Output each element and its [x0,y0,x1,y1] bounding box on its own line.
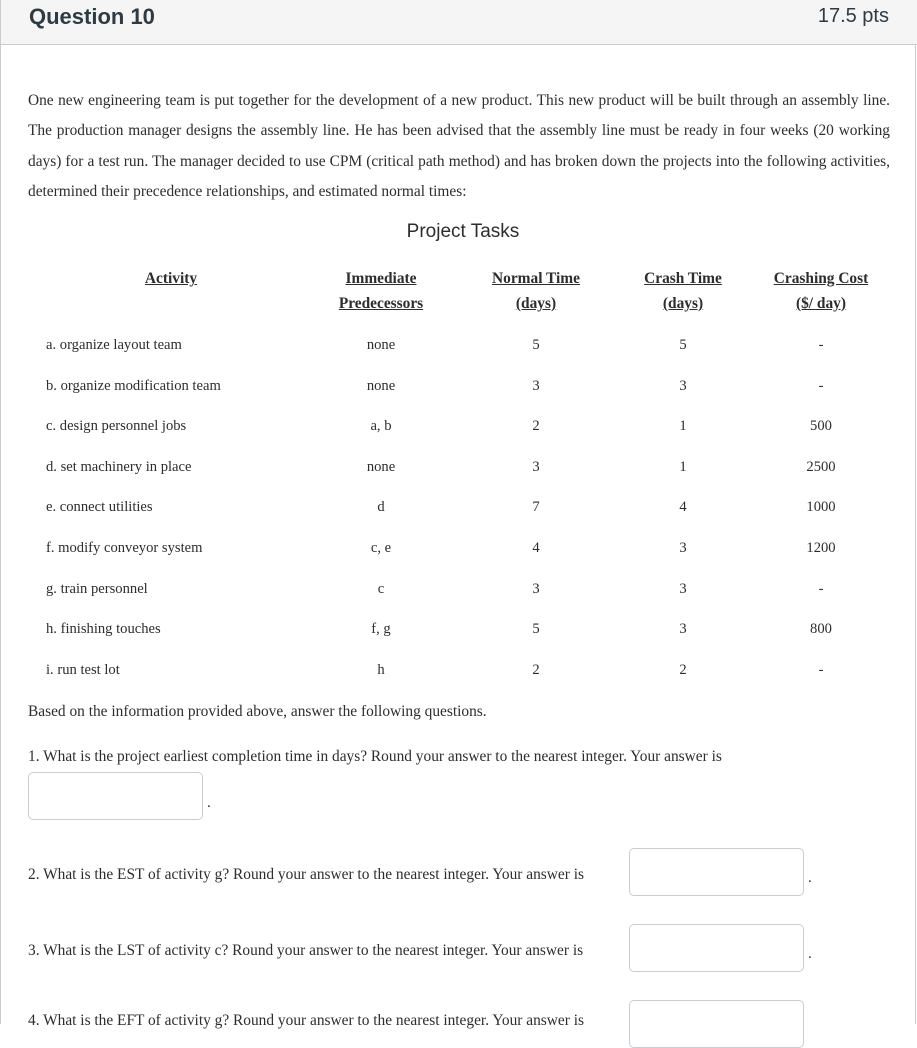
header-crashing-cost-2: ($/ day) [795,295,847,312]
cell-crash-time: 3 [679,621,687,637]
table-title: Project Tasks [406,221,520,242]
cell-activity: h. finishing touches [46,621,161,637]
question-header [1,0,917,45]
cell-normal-time: 5 [532,621,540,637]
cell-normal-time: 2 [532,662,540,678]
header-crash-time-1: Crash Time [644,270,722,287]
cell-crash-time: 5 [679,337,687,353]
cell-activity: d. set machinery in place [46,459,192,475]
question-3-text: 3. What is the LST of activity c? Round your answer to the nearest integer. Your answer is [28,942,584,959]
cell-crash-time: 1 [679,418,687,434]
header-predecessors-2: Predecessors [338,295,424,312]
cell-normal-time: 7 [532,499,540,515]
cell-crash-time: 3 [679,540,687,556]
cell-activity: b. organize modification team [46,378,221,394]
cell-activity: f. modify conveyor system [46,540,203,556]
cell-activity: a. organize layout team [46,337,182,353]
cell-crash-time: 3 [679,378,687,394]
answer-1-period: . [207,795,211,811]
cell-crashing-cost: 1200 [806,540,836,556]
cell-crash-time: 3 [679,581,687,597]
cell-crash-time: 2 [679,662,687,678]
cell-predecessors: none [366,459,396,475]
cell-activity: g. train personnel [46,581,148,597]
cell-crashing-cost: - [818,337,824,353]
question-intro: One new engineering team is put together for the development of a new product. This new product will be built through an assembly line. The production manager designs the assembly line. He has been advised that the assembly line must be ready in four weeks (20 working days) for a test run. The manager decided to use CPM (critical path method) and has broken down the projects into the following activities, determined their precedence relationships, and estimated normal times: [28,92,890,200]
answer-2-period: . [808,870,812,886]
cell-predecessors: d [377,499,385,515]
question-1-text: 1. What is the project earliest completion time in days? Round your answer to the nearest integer. Your answer is [28,748,722,765]
cell-crashing-cost: - [818,662,824,678]
cell-normal-time: 2 [532,418,540,434]
header-crash-time-2: (days) [662,295,704,312]
cell-activity: c. design personnel jobs [46,418,187,434]
cell-crashing-cost: - [818,378,824,394]
question-points: 17.5 pts [817,5,889,27]
cell-crashing-cost: 2500 [806,459,836,475]
cell-predecessors: h [377,662,385,678]
cell-crash-time: 1 [679,459,687,475]
question-4-text: 4. What is the EFT of activity g? Round your answer to the nearest integer. Your answer is [28,1012,584,1029]
cell-normal-time: 3 [532,459,540,475]
instructions-text: Based on the information provided above, answer the following questions. [28,703,487,720]
cell-normal-time: 5 [532,337,540,353]
cell-activity: e. connect utilities [46,499,153,515]
header-crashing-cost-1: Crashing Cost [773,270,869,287]
header-normal-time-2: (days) [515,295,557,312]
header-activity: Activity [144,270,198,287]
question-title: Question 10 [29,4,155,29]
cell-predecessors: none [366,378,396,394]
answer-2-input[interactable] [629,848,804,896]
cell-crash-time: 4 [679,499,687,515]
cell-predecessors: f, g [371,621,391,637]
question-2-text: 2. What is the EST of activity g? Round your answer to the nearest integer. Your answer is [28,866,584,883]
header-normal-time-1: Normal Time [492,270,580,287]
cell-predecessors: c, e [370,540,392,556]
answer-3-period: . [808,946,812,962]
cell-crashing-cost: 500 [810,418,832,434]
cell-activity: i. run test lot [46,662,120,678]
cell-crashing-cost: 1000 [806,499,836,515]
cell-normal-time: 4 [532,540,540,556]
cell-predecessors: none [366,337,396,353]
cell-crashing-cost: 800 [810,621,832,637]
answer-3-input[interactable] [629,924,804,972]
answer-1-input[interactable] [28,772,203,820]
header-predecessors-1: Immediate [345,270,417,287]
cell-predecessors: a, b [370,418,392,434]
answer-4-input[interactable] [629,1000,804,1048]
cell-normal-time: 3 [532,378,540,394]
cell-normal-time: 3 [532,581,540,597]
cell-crashing-cost: - [818,581,824,597]
cell-predecessors: c [377,581,385,597]
